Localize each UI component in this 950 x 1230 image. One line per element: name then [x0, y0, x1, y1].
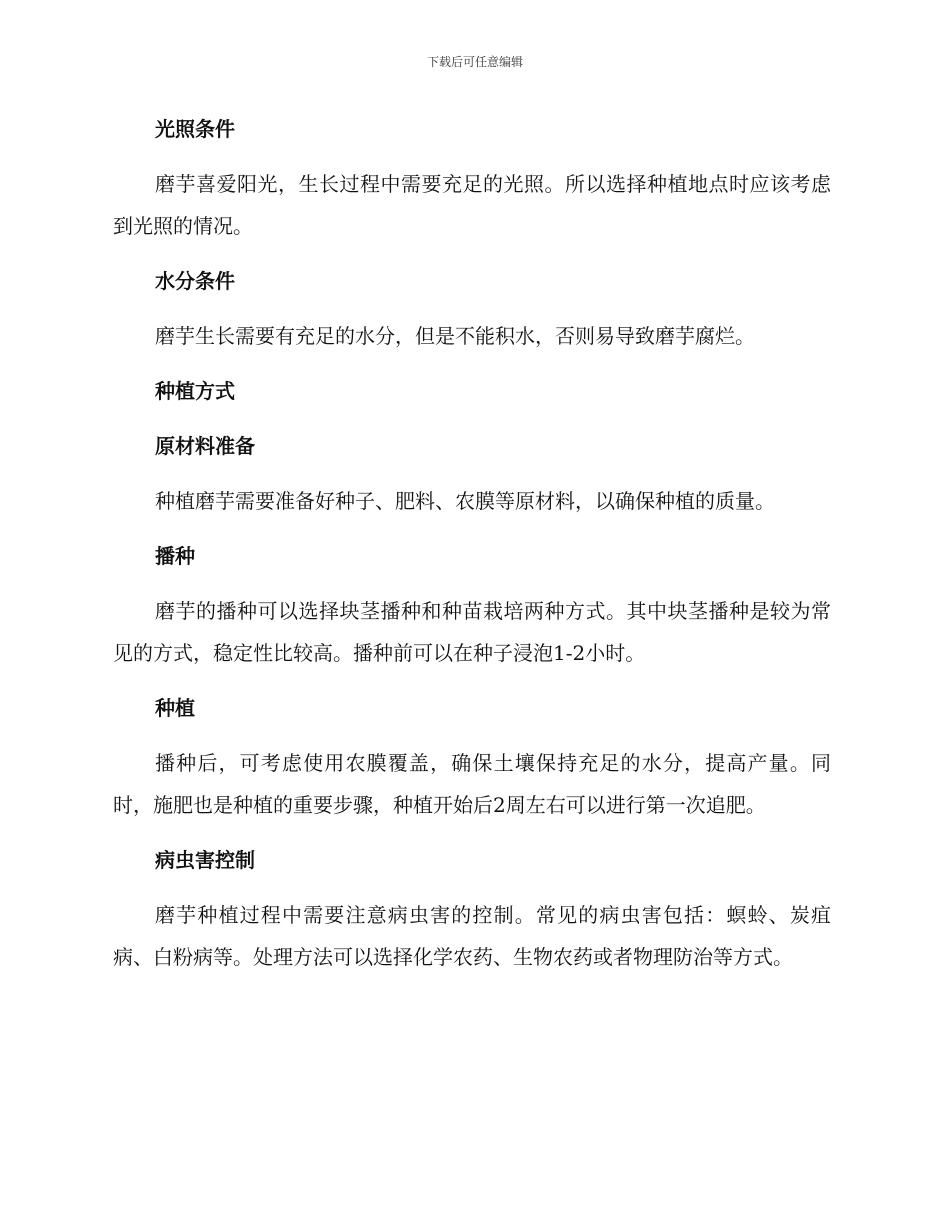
paragraph-light: 磨芋喜爱阳光，生长过程中需要充足的光照。所以选择种植地点时应该考虑到光照的情况。: [113, 172, 831, 238]
heading-material: 原材料准备: [155, 434, 255, 458]
paragraph-water: 磨芋生长需要有充足的水分，但是不能积水，否则易导致磨芋腐烂。: [155, 324, 755, 348]
paragraph-material: 种植磨芋需要准备好种子、肥料、农膜等原材料，以确保种植的质量。: [155, 489, 775, 513]
paragraph-planting: 播种后，可考虑使用农膜覆盖，确保土壤保持充足的水分，提高产量。同时，施肥也是种植的重要步骤，种植开始后2周左右可以进行第一次追肥。: [113, 751, 831, 817]
heading-planting: 种植: [155, 696, 195, 720]
heading-sowing: 播种: [155, 544, 195, 568]
paragraph-sowing: 磨芋的播种可以选择块茎播种和种苗栽培两种方式。其中块茎播种是较为常见的方式，稳定性比较高。播种前可以在种子浸泡1-2小时。: [113, 599, 831, 665]
page-header: 下载后可任意编辑: [426, 55, 523, 69]
heading-method: 种植方式: [155, 379, 235, 403]
heading-light: 光照条件: [155, 117, 235, 141]
heading-pest: 病虫害控制: [155, 848, 255, 872]
document-body: [113, 108, 831, 978]
heading-water: 水分条件: [155, 269, 235, 293]
paragraph-pest: 磨芋种植过程中需要注意病虫害的控制。常见的病虫害包括：螟蛉、炭疽病、白粉病等。处理方法可以选择化学农药、生物农药或者物理防治等方式。: [113, 903, 831, 969]
